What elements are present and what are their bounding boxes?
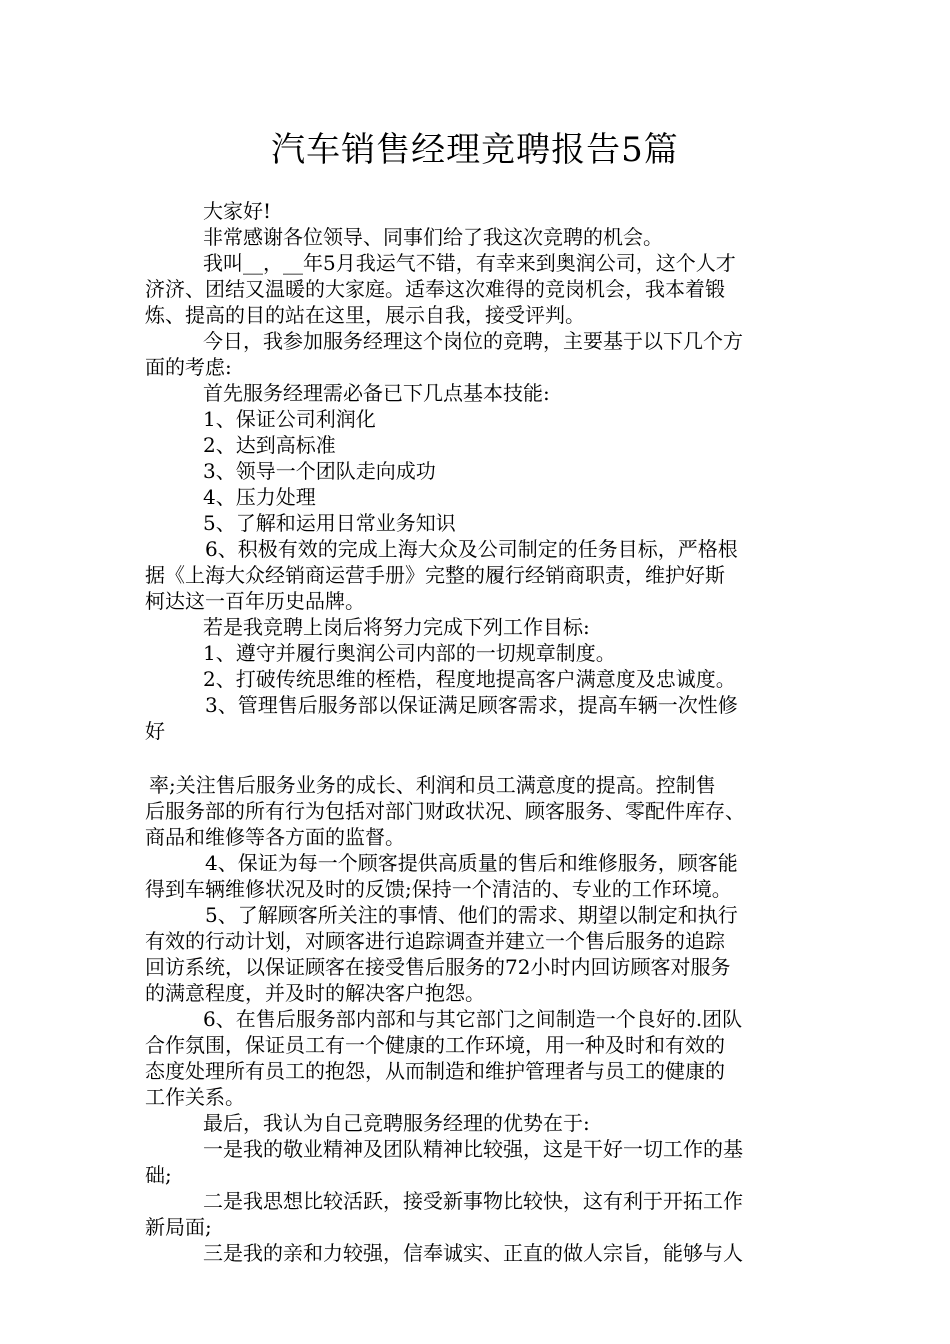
paragraph-line: 合作氛围，保证员工有一个健康的工作环境，用一种及时和有效的 bbox=[145, 1033, 725, 1057]
paragraph-line: 大家好! bbox=[203, 199, 272, 223]
paragraph-line: 最后，我认为自己竞聘服务经理的优势在于: bbox=[203, 1111, 590, 1135]
paragraph-line: 二是我思想比较活跃，接受新事物比较快，这有利于开拓工作 bbox=[203, 1189, 743, 1213]
paragraph-line: 工作关系。 bbox=[145, 1085, 245, 1109]
list-item: 3、领导一个团队走向成功 bbox=[203, 459, 436, 483]
list-item: 6、积极有效的完成上海大众及公司制定的任务目标，严格根 bbox=[205, 537, 738, 561]
paragraph-line: 态度处理所有员工的抱怨，从而制造和维护管理者与员工的健康的 bbox=[145, 1059, 725, 1083]
paragraph-line: 据《上海大众经销商运营手册》完整的履行经销商职责，维护好斯 bbox=[145, 563, 725, 587]
list-item: 4、保证为每一个顾客提供高质量的售后和维修服务，顾客能 bbox=[205, 851, 738, 875]
paragraph-line: 炼、提高的目的站在这里，展示自我，接受评判。 bbox=[145, 303, 585, 327]
list-item: 2、达到高标准 bbox=[203, 433, 336, 457]
list-item: 1、保证公司利润化 bbox=[203, 407, 376, 431]
paragraph-line: 有效的行动计划，对顾客进行追踪调查并建立一个售后服务的追踪 bbox=[145, 929, 725, 953]
paragraph-line: 础; bbox=[145, 1163, 172, 1187]
paragraph-line: 率;关注售后服务业务的成长、利润和员工满意度的提高。控制售 bbox=[149, 773, 716, 797]
paragraph-line: 新局面; bbox=[145, 1215, 212, 1239]
paragraph-gap bbox=[145, 744, 820, 772]
paragraph-line: 一是我的敬业精神及团队精神比较强，这是干好一切工作的基 bbox=[203, 1137, 743, 1161]
paragraph-line: 若是我竞聘上岗后将努力完成下列工作目标: bbox=[203, 615, 590, 639]
paragraph-line: 柯达这一百年历史品牌。 bbox=[145, 589, 365, 613]
document-body bbox=[145, 198, 820, 1266]
paragraph-line: 首先服务经理需必备已下几点基本技能: bbox=[203, 381, 550, 405]
document-title: 汽车销售经理竞聘报告5篇 bbox=[271, 130, 679, 170]
list-item: 4、压力处理 bbox=[203, 485, 316, 509]
paragraph-line: 非常感谢各位领导、同事们给了我这次竞聘的机会。 bbox=[203, 225, 663, 249]
list-item: 2、打破传统思维的桎梏，程度地提高客户满意度及忠诚度。 bbox=[203, 667, 736, 691]
paragraph-line: 面的考虑: bbox=[145, 355, 232, 379]
paragraph-line: 济济、团结又温暖的大家庭。适奉这次难得的竞岗机会，我本着锻 bbox=[145, 277, 725, 301]
paragraph-line: 得到车辆维修状况及时的反馈;保持一个清洁的、专业的工作环境。 bbox=[145, 877, 732, 901]
paragraph-line: 好 bbox=[145, 719, 165, 743]
paragraph-line: 三是我的亲和力较强，信奉诚实、正直的做人宗旨，能够与人 bbox=[203, 1241, 743, 1265]
list-item: 5、了解顾客所关注的事情、他们的需求、期望以制定和执行 bbox=[205, 903, 738, 927]
paragraph-line: 商品和维修等各方面的监督。 bbox=[145, 825, 405, 849]
list-item: 1、遵守并履行奥润公司内部的一切规章制度。 bbox=[203, 641, 616, 665]
paragraph-line: 的满意程度，并及时的解决客户抱怨。 bbox=[145, 981, 485, 1005]
paragraph-line: 今日，我参加服务经理这个岗位的竞聘，主要基于以下几个方 bbox=[203, 329, 743, 353]
paragraph-line: 我叫__，__年5月我运气不错，有幸来到奥润公司，这个人才 bbox=[203, 251, 736, 275]
paragraph-line: 后服务部的所有行为包括对部门财政状况、顾客服务、零配件库存、 bbox=[145, 799, 745, 823]
list-item: 6、在售后服务部内部和与其它部门之间制造一个良好的.团队 bbox=[203, 1007, 743, 1031]
list-item: 5、了解和运用日常业务知识 bbox=[203, 511, 456, 535]
list-item: 3、管理售后服务部以保证满足顾客需求，提高车辆一次性修 bbox=[205, 693, 738, 717]
paragraph-line: 回访系统，以保证顾客在接受售后服务的72小时内回访顾客对服务 bbox=[145, 955, 731, 979]
